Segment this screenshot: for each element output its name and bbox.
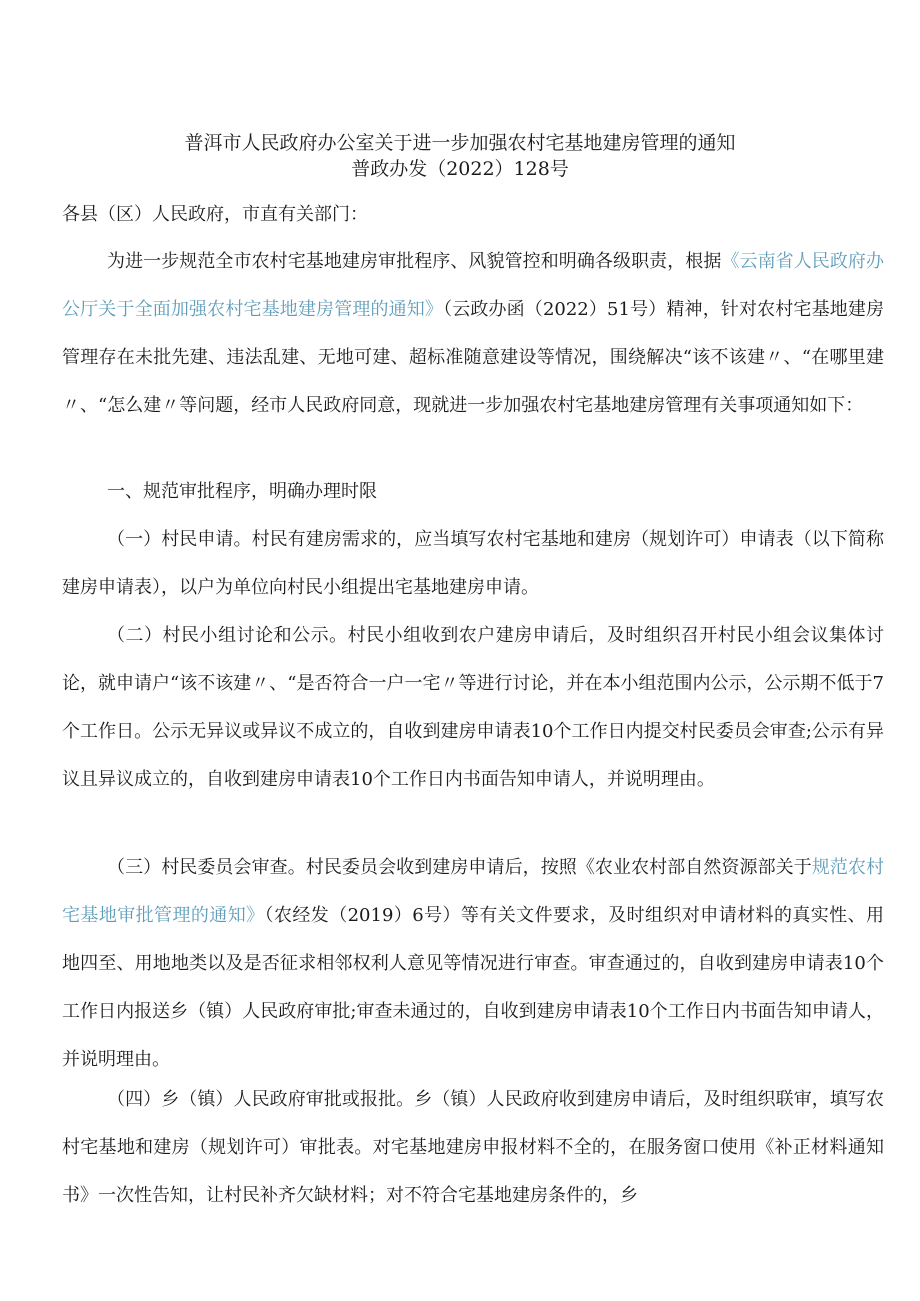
paragraph-committee-review xyxy=(62,844,884,1084)
yunnan-notice-link[interactable]: 《云南省人民政府办公厅关于全面加强农村宅基地建房管理的通知》 xyxy=(62,251,885,320)
section-heading: 一、规范审批程序，明确办理时限 xyxy=(107,481,377,502)
paragraph-villager-application: （一）村民申请。村民有建房需求的，应当填写农村宅基地和建房（规划许可）申请表（以下简称建房申请表），以户为单位向村民小组提出宅基地建房申请。 xyxy=(62,529,884,598)
document-title: 普洱市人民政府办公室关于进一步加强农村宅基地建房管理的通知 xyxy=(184,132,736,154)
committee-text-after: （农经发（2019）6号）等有关文件要求，及时组织对申请材料的真实性、用地四至、用地地类以及是否征求相邻权利人意见等情况进行审查。审查通过的，自收到建房申请表10个工作日内报送乡（镇）人民政府审批;审查未通过的，自收到建房申请表10个工作日内书面告知申请人，并说明理由。 xyxy=(62,905,885,1070)
intro-text-after: （云政办函（2022）51号）精神，针对农村宅基地建房管理存在未批先建、违法乱建、无地可建、超标准随意建设等情况，围绕解决“该不该建〃、“在哪里建〃、“怎么建〃等问题，经市人民政府同意，现就进一步加强农村宅基地建房管理有关事项通知如下： xyxy=(62,299,885,416)
intro-text-before: 为进一步规范全市农村宅基地建房审批程序、风貌管控和明确各级职责，根据 xyxy=(107,251,722,272)
document-number: 普政办发（2022）128号 xyxy=(351,158,569,180)
paragraph-township-approval: （四）乡（镇）人民政府审批或报批。乡（镇）人民政府收到建房申请后，及时组织联审，填写农村宅基地和建房（规划许可）审批表。对宅基地建房申报材料不全的，在服务窗口使用《补正材料通知书》一次性告知，让村民补齐欠缺材料；对不符合宅基地建房条件的，乡 xyxy=(62,1089,884,1206)
committee-text-before: （三）村民委员会审查。村民委员会收到建房申请后，按照《农业农村部自然资源部关于 xyxy=(107,857,812,878)
intro-paragraph xyxy=(62,238,884,430)
approval-notice-link[interactable]: 规范农村宅基地审批管理的通知》 xyxy=(62,857,885,926)
salutation: 各县（区）人民政府，市直有关部门： xyxy=(62,204,368,225)
paragraph-group-discussion: （二）村民小组讨论和公示。村民小组收到农户建房申请后，及时组织召开村民小组会议集体讨论，就申请户“该不该建〃、“是否符合一户一宅〃等进行讨论，并在本小组范围内公示，公示期不低于7个工作日。公示无异议或异议不成立的，自收到建房申请表10个工作日内提交村民委员会审查;公示有异议且异议成立的，自收到建房申请表10个工作日内书面告知申请人，并说明理由。 xyxy=(62,625,884,790)
